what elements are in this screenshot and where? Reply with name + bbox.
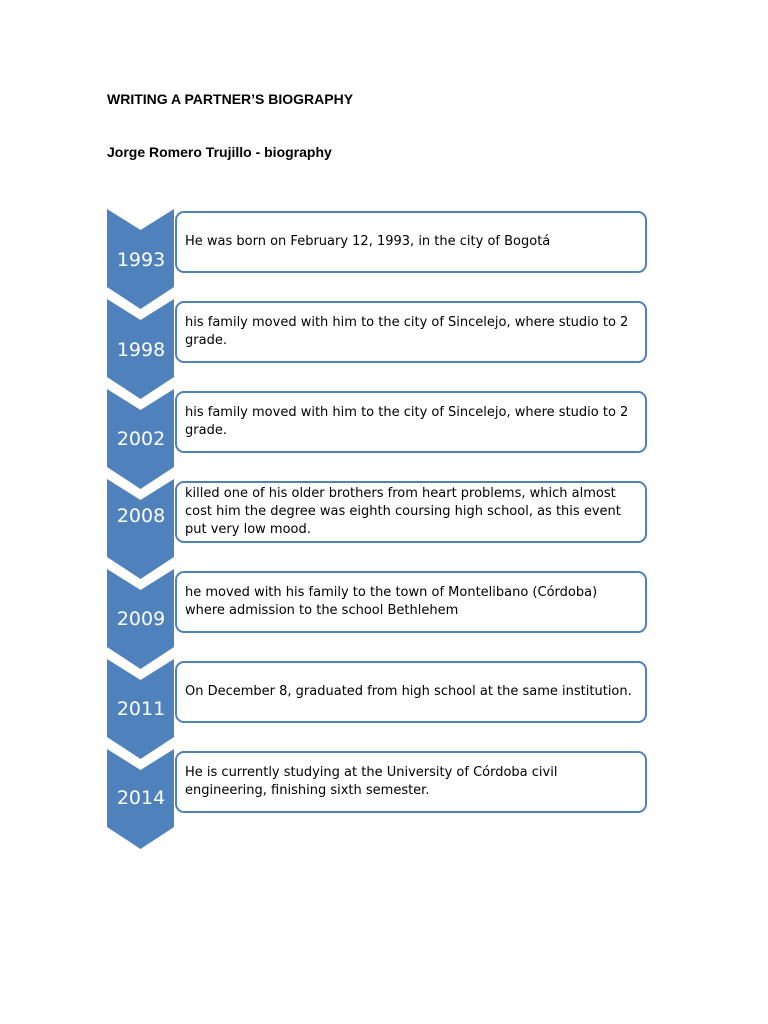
year-label-3: 2002: [116, 428, 166, 450]
year-label-1: 1993: [116, 249, 166, 271]
year-label-2: 1998: [116, 339, 166, 361]
document-title: WRITING A PARTNER’S BIOGRAPHY: [107, 91, 354, 107]
timeline-event-2: [175, 301, 647, 363]
year-label-5: 2009: [116, 608, 166, 630]
timeline-event-3: [175, 391, 647, 453]
timeline-event-4: [175, 481, 647, 543]
year-label-7: 2014: [116, 787, 166, 809]
year-label-6: 2011: [116, 698, 166, 720]
chevron-arrow-4: [107, 479, 174, 579]
timeline-event-6: [175, 661, 647, 723]
event-text: his family moved with him to the city of Sincelejo, where studio to 2 grade.: [185, 315, 629, 348]
timeline-event-1: [175, 211, 647, 273]
event-text: On December 8, graduated from high school at the same institution.: [185, 684, 632, 699]
timeline-event-7: [175, 751, 647, 813]
event-text: killed one of his older brothers from heart problems, which almost cost him the degree was eighth coursing high school, as this event put very low mood.: [185, 486, 621, 537]
year-label-4: 2008: [116, 505, 166, 527]
event-text: He was born on February 12, 1993, in the city of Bogotá: [185, 234, 551, 249]
event-text: his family moved with him to the city of Sincelejo, where studio to 2 grade.: [185, 405, 629, 438]
event-text: He is currently studying at the University of Córdoba civil engineering, finishing sixth semester.: [185, 765, 558, 798]
timeline-event-5: [175, 571, 647, 633]
document-subtitle: Jorge Romero Trujillo - biography: [107, 144, 332, 160]
event-text: he moved with his family to the town of Montelibano (Córdoba) where admission to the school Bethlehem: [185, 585, 598, 618]
